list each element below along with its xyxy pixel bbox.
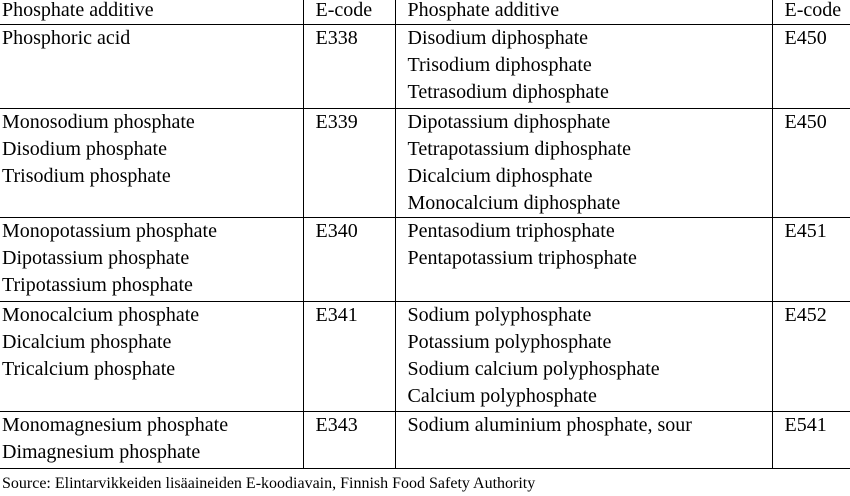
left-code-cell: E340: [303, 218, 395, 302]
additive-name: Monosodium phosphate: [2, 111, 195, 133]
additive-name: Calcium polyphosphate: [407, 385, 597, 407]
right-code-cell: E450: [772, 109, 850, 218]
additive-name: Disodium diphosphate: [407, 27, 589, 49]
left-additives-cell: [0, 109, 303, 218]
header-e-code-left: E-code: [303, 0, 395, 25]
additive-name: Phosphoric acid: [2, 27, 131, 49]
additive-name: Dicalcium phosphate: [2, 331, 172, 353]
table-row: [0, 302, 850, 412]
additive-name: Disodium phosphate: [2, 138, 167, 160]
left-additives-cell: [0, 412, 303, 469]
left-additives-cell: [0, 25, 303, 109]
right-additives-cell: [395, 302, 772, 412]
header-e-code-right: E-code: [772, 0, 850, 25]
additive-name: Dicalcium diphosphate: [407, 165, 593, 187]
right-additives-cell: [395, 218, 772, 302]
additive-name: Dipotassium phosphate: [2, 247, 190, 269]
left-code-cell: E339: [303, 109, 395, 218]
additive-name: Trisodium phosphate: [2, 165, 171, 187]
right-code-cell: E450: [772, 25, 850, 109]
additive-name: Tripotassium phosphate: [2, 274, 193, 296]
table-row: [0, 412, 850, 469]
table-row: [0, 109, 850, 218]
additive-name: Monomagnesium phosphate: [2, 414, 229, 436]
additive-name: Tetrasodium diphosphate: [407, 81, 609, 103]
right-additives-cell: [395, 412, 772, 469]
additive-name: Trisodium diphosphate: [407, 54, 592, 76]
left-additives-cell: [0, 218, 303, 302]
additive-name: Pentapotassium triphosphate: [407, 247, 637, 269]
additive-name: Dimagnesium phosphate: [2, 441, 201, 463]
table-header-row: [0, 0, 850, 25]
additive-name: Tricalcium phosphate: [2, 358, 176, 380]
header-phosphate-additive-left: Phosphate additive: [2, 0, 154, 21]
additive-name: Sodium calcium polyphosphate: [407, 358, 660, 380]
additive-name: Monocalcium phosphate: [2, 304, 200, 326]
left-code-cell: E341: [303, 302, 395, 412]
additive-name: Monocalcium diphosphate: [407, 192, 621, 214]
left-code-cell: E338: [303, 25, 395, 109]
table-row: [0, 25, 850, 109]
right-additives-cell: [395, 109, 772, 218]
additive-name: Sodium polyphosphate: [407, 304, 592, 326]
right-code-cell: E452: [772, 302, 850, 412]
source-note: Source: Elintarvikkeiden lisäaineiden E-koodiavain, Finnish Food Safety Authority: [2, 475, 536, 492]
additive-name: Monopotassium phosphate: [2, 220, 217, 242]
left-additives-cell: [0, 302, 303, 412]
right-additives-cell: [395, 25, 772, 109]
table-row: [0, 218, 850, 302]
left-code-cell: E343: [303, 412, 395, 469]
additive-name: Pentasodium triphosphate: [407, 220, 615, 242]
additive-name: Dipotassium diphosphate: [407, 111, 611, 133]
header-phosphate-additive-right: Phosphate additive: [395, 0, 772, 25]
additive-name: Sodium aluminium phosphate, sour: [407, 414, 692, 436]
additive-name: Potassium polyphosphate: [407, 331, 612, 353]
right-code-cell: E451: [772, 218, 850, 302]
additive-name: Tetrapotassium diphosphate: [407, 138, 632, 160]
right-code-cell: E541: [772, 412, 850, 469]
